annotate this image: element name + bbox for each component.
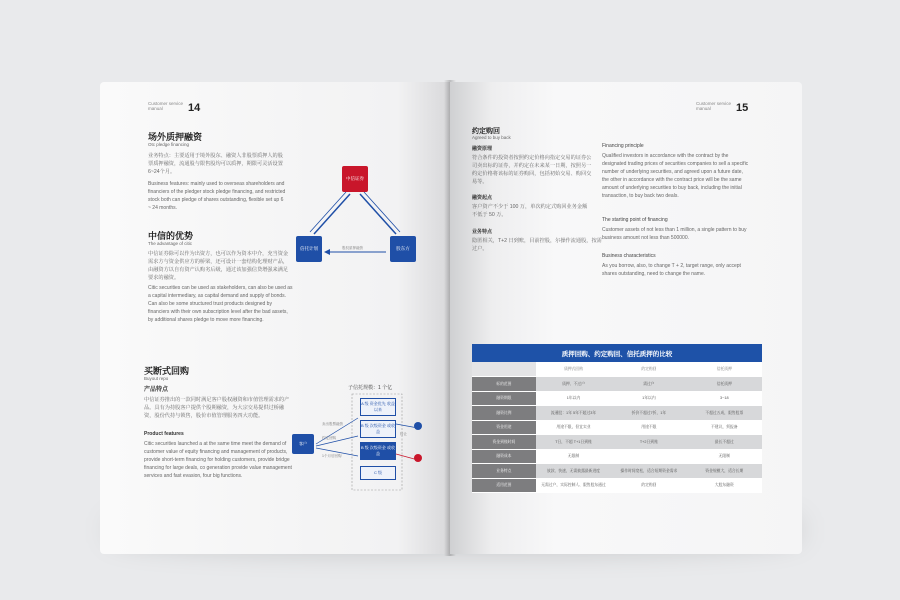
table-cell: 融资比例 — [472, 406, 536, 421]
flow-title: 子信托规模：1 个亿 — [348, 385, 393, 391]
table-cell: 用途不限，但宜实业 — [536, 420, 611, 435]
financing-principle-label-en: Financing principle — [602, 143, 644, 149]
right-page — [450, 82, 802, 554]
financing-start-body-zh: 客户资产不少于 100 万，单次约定式购回业务金额不低于 50 万。 — [472, 204, 588, 218]
section-title-otc-pledge: 场外质押融资 — [148, 132, 203, 142]
table-cell: 需过户 — [611, 377, 686, 392]
table-cell: 操作时间宽松，适合短期资金需求 — [611, 464, 686, 479]
table-cell: 标的范围 — [472, 377, 536, 392]
buyout-repo-body-zh: 中信证券推出的一款同时满足客户股权融资和市值管理需求的产品。具有为持股客户提供个股期融资，为大宗交易提供过桥融资，股份代持与锁售，股价市值管理服务四大功能。 — [144, 397, 290, 419]
table-cell: 大股东融资 — [687, 478, 762, 493]
left-header-caption: Customer service manual — [148, 101, 184, 111]
flow-label-transfer: 转让 — [400, 432, 407, 436]
table-cell: 1年以内 — [611, 391, 686, 406]
section-title-citic-advantage: 中信的优势 — [148, 231, 194, 241]
flow-label-month: 1个月后回购 — [322, 454, 342, 458]
table-cell: 无限制 — [536, 449, 611, 464]
business-characteristics-label-en: Business characteristics — [602, 253, 656, 259]
flow-label-agreed: 约定回购 — [322, 436, 336, 440]
financing-start-label-zh: 融资起点 — [472, 195, 493, 201]
table-cell: 最长不超过 — [687, 435, 762, 450]
citic-advantage-body-en: Citic securities can be used as stakeholders, can also be used as a capital intermediary, as capital demand and supply of bonds. Can also be some structured trust products designed by financiers with their own subscription level after the bad assets, by additional shares pledge to move more financing. — [148, 285, 293, 323]
flow-customer-node: 客户 — [292, 434, 314, 454]
table-cell: 约定购回 — [611, 478, 686, 493]
table-row — [472, 464, 762, 479]
table-cell: 无限制 — [687, 449, 762, 464]
right-header-caption: Customer service manual — [696, 101, 732, 111]
table-cell: 折价不超过7折，1年 — [611, 406, 686, 421]
right-page-number: 15 — [736, 102, 749, 114]
left-page-number: 14 — [188, 102, 201, 114]
table-cell — [611, 449, 686, 464]
table-cell: 质押、不过户 — [536, 377, 611, 392]
section-subtitle-citic-advantage: The advantage of citic — [148, 241, 193, 246]
section-subtitle-otc-pledge: Otc pledge financing — [148, 142, 190, 147]
business-features-label-zh: 业务特点 — [472, 229, 493, 235]
table-cell: 不超过五成，限售股票 — [687, 406, 762, 421]
table-cell: 业务特点 — [472, 464, 536, 479]
node-citic-securities: 中信证券 — [342, 166, 368, 192]
table-row — [472, 449, 762, 464]
table-cell: 资金到账时间 — [472, 435, 536, 450]
table-cell: 资金规模大，适合长期 — [687, 464, 762, 479]
flow-box-b2: B 级 次级资金 或收益 — [360, 442, 396, 460]
flow-box-b1: B 级 次级资金 或收益 — [360, 420, 396, 438]
table-header-cell — [472, 362, 536, 377]
table-cell: 1年以内 — [536, 391, 611, 406]
table-cell: 无需过户，实际控制人、限售股东通过 — [536, 478, 611, 493]
otc-pledge-body-en: Business features: mainly used to overseas shareholders and financiers of the pledger stock pledge financing, and restricted stock both can pledge of shares outstanding, flexible set up 6 ~ 24 months. — [148, 181, 286, 211]
otc-pledge-body-zh: 业务特点：主要适用于境外股东、融资人非股票质押人的股票质押融资，流通股与限售股均可以质押，期限可灵活设置6~24个月。 — [148, 153, 283, 175]
table-header-cell: 信托质押 — [687, 362, 762, 377]
table-cell: 信托质押 — [687, 377, 762, 392]
citic-advantage-body-zh: 中信证券除可以作为出资方，也可以作为资本中介，充当资金需求方与资金供应方的桥梁，还可设计一套结构化理财产品，由融资方以自有资产认购劣后级，通过该加强信贷增强来满足要求的融资。 — [148, 251, 289, 281]
table-header-row — [472, 362, 762, 377]
table-cell: 不建议，须报备 — [687, 420, 762, 435]
table-row — [472, 391, 762, 406]
table-cell: T+2日到账 — [611, 435, 686, 450]
person-icon — [414, 422, 422, 430]
triangle-bottom-label: 股权质押融资 — [342, 246, 363, 250]
financing-start-body-en: Customer assets of not less than 1 million, a single pattern to buy business amount not less than 500000. — [602, 227, 747, 241]
pledge-triangle-diagram — [290, 162, 420, 272]
table-cell: 融资成本 — [472, 449, 536, 464]
table-row — [472, 377, 762, 392]
product-features-label-en: Product features — [144, 431, 184, 437]
section-title-agreed-buyback: 约定购回 — [472, 128, 500, 135]
table-cell: 放款、快速，无需披露最新进度 — [536, 464, 611, 479]
flow-box-a: A 级 资金优先 收益以来 — [360, 398, 396, 416]
section-subtitle-agreed-buyback: Agreed to buy back — [472, 135, 511, 140]
table-row — [472, 478, 762, 493]
table-row — [472, 435, 762, 450]
flow-box-c: C 级 — [360, 466, 396, 480]
section-title-buyout-repo: 买断式回购 — [144, 366, 190, 376]
table-cell: 资金用途 — [472, 420, 536, 435]
table-cell: 流通股：1年 5年不超过3年 — [536, 406, 611, 421]
table-cell: 适用范围 — [472, 478, 536, 493]
section-subtitle-buyout-repo: Buyout repo — [144, 376, 169, 381]
table-row — [472, 420, 762, 435]
node-trust-plan: 信托计划 — [296, 236, 322, 262]
business-characteristics-body-en: As you borrow, also, to change T + 2, target range, only accept shares outstanding, need to change the name. — [602, 263, 741, 277]
financing-principle-label-zh: 融资原理 — [472, 146, 493, 152]
flow-label-sell: 卖出股票融资 — [322, 422, 343, 426]
comparison-table — [472, 362, 762, 493]
left-page — [100, 82, 450, 554]
table-header-cell: 质押式回购 — [536, 362, 611, 377]
table-cell: T日，不超 T+1日到账 — [536, 435, 611, 450]
table-cell: 3~18 — [687, 391, 762, 406]
table-row — [472, 406, 762, 421]
financing-principle-body-zh: 符合条件的投资者按照约定价格向指定交易的证券公司卖出标的证券，并约定在未来某一日期，按照另一约定价格将该标的证券购回，包括初始交易、购回交易等。 — [472, 155, 592, 185]
table-header-cell: 约定购回 — [611, 362, 686, 377]
product-features-label-zh: 产品特点 — [144, 387, 169, 393]
table-cell: 用途不限 — [611, 420, 686, 435]
buyout-repo-body-en: Citic securities launched a at the same time meet the demand of customer value of equity financing and management of products, provide short-term financing for holding customers, provide bridge financing for large deals, co generation provide value management services and fast evasion, four big functions. — [144, 441, 292, 479]
comparison-table-title: 质押回购、约定购回、信托质押的比较 — [472, 344, 762, 362]
buyout-flow-diagram — [290, 384, 430, 496]
financing-start-label-en: The starting point of financing — [602, 217, 668, 223]
person-icon-red — [414, 454, 422, 462]
table-cell: 融资期限 — [472, 391, 536, 406]
business-features-body-zh: 隐匿相关，T+2 日到账，目前控股，尔操作流通股，按需过户。 — [472, 238, 602, 252]
financing-principle-body-en: Qualified investors in accordance with the contract by the designated trading prices of securities companies to sell a specific number of underlying securities, and agreed upon a future date, the other in accordance with the contract price will be the same amount of underlying securities to buy back, including the initial transaction, to buy back two deals. — [602, 153, 749, 199]
node-shareholder: 股东方 — [390, 236, 416, 262]
